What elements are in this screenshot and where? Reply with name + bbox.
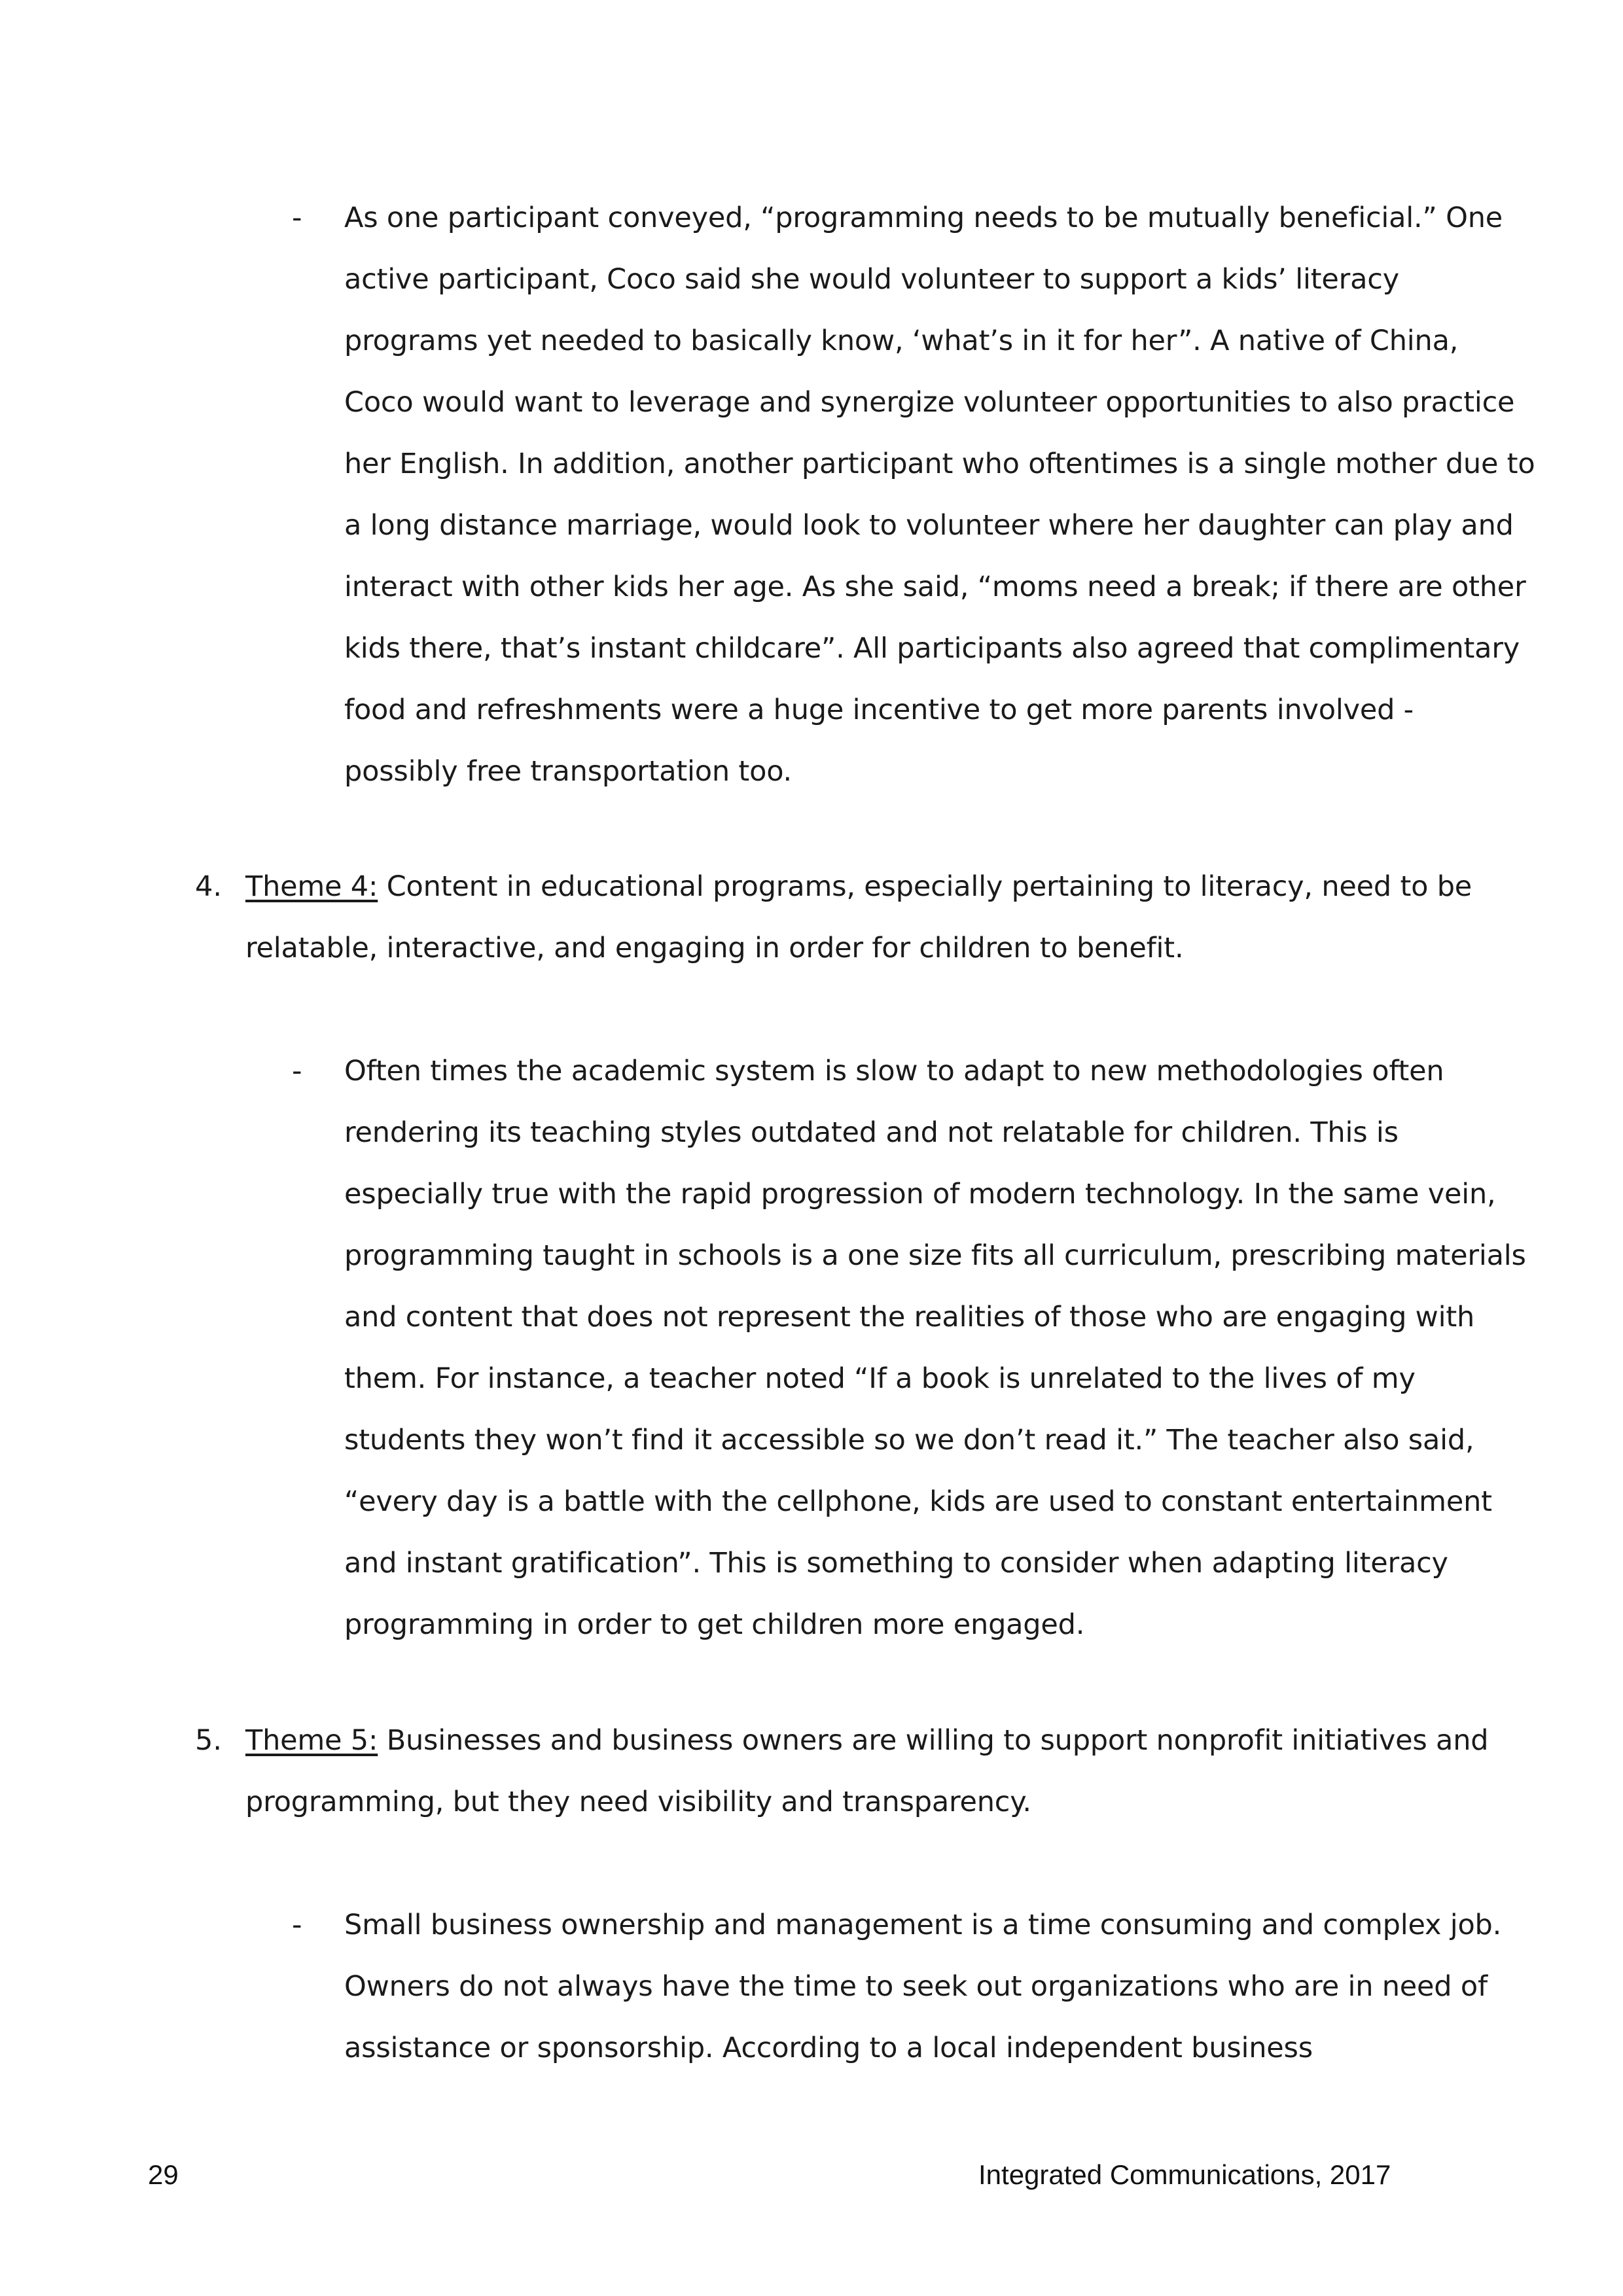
theme-label: Theme 5: bbox=[245, 1724, 378, 1757]
bullet-paragraph: As one participant conveyed, “programming needs to be mutually beneficial.” One active participant, Coco said she would volunteer to support a kids’ literacy programs yet needed to basically know, ‘what’s in it for her”. A native of China, Coco would want to leverage and synergize volunteer opportunities to also practice her English. In addition, another participant who oftentimes is a single mother due to a long distance marriage, would look to volunteer where her daughter can play and interact with other kids her age. As she said, “moms need a break; if there are other kids there, that’s instant childcare”. All participants also agreed that complimentary food and refreshments were a huge incentive to get more parents involved - possibly free transportation too. bbox=[344, 202, 1535, 788]
footer-text: Integrated Communications, 2017 bbox=[978, 2159, 1391, 2190]
bullet-dash: - bbox=[292, 202, 302, 234]
theme-paragraph bbox=[245, 856, 1489, 979]
theme-paragraph bbox=[245, 1710, 1489, 1833]
theme-text: Businesses and business owners are willing to support nonprofit initiatives and programming, but they need visibility and transparency. bbox=[245, 1724, 1489, 1818]
bullet-dash: - bbox=[292, 1055, 302, 1087]
theme-text: Content in educational programs, especially pertaining to literacy, need to be relatable, interactive, and engaging in order for children to benefit. bbox=[245, 870, 1472, 964]
page-number: 29 bbox=[148, 2159, 179, 2190]
bullet-paragraph: Often times the academic system is slow to adapt to new methodologies often rendering its teaching styles outdated and not relatable for children. This is especially true with the rapid progression of modern technology. In the same vein, programming taught in schools is a one size fits all curriculum, prescribing materials and content that does not represent the realities of those who are engaging with them. For instance, a teacher noted “If a book is unrelated to the lives of my students they won’t find it accessible so we don’t read it.” The teacher also said, “every day is a battle with the cellphone, kids are used to constant entertainment and instant gratification”. This is something to consider when adapting literacy programming in order to get children more engaged. bbox=[344, 1055, 1526, 1641]
list-number: 4. bbox=[195, 870, 223, 903]
list-number: 5. bbox=[195, 1724, 223, 1757]
bullet-paragraph: Small business ownership and management is a time consuming and complex job. Owners do not always have the time to seek out organizations who are in need of assistance or sponsorship. According to a local independent business bbox=[344, 1909, 1502, 2064]
theme-label: Theme 4: bbox=[245, 870, 378, 903]
bullet-dash: - bbox=[292, 1909, 302, 1941]
